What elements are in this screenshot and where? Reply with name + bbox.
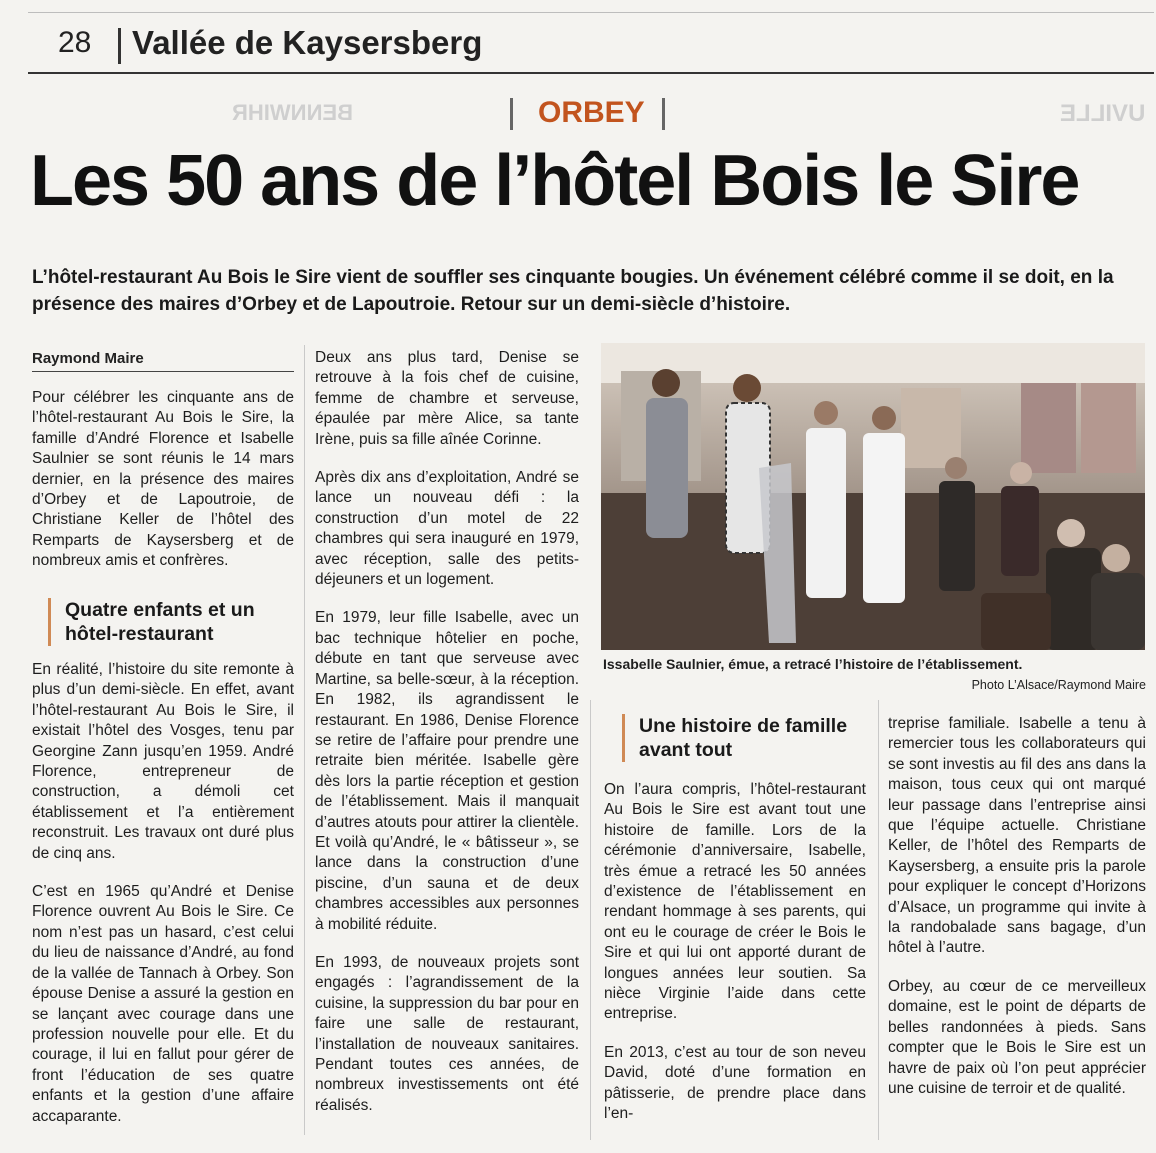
paragraph: En 1993, de nouveaux projets sont engagés : l’agrandissement de la cuisine, la suppression du bar pour en faire une salle de restaurant, l’installation de nouveaux sanitaires. Pendant toutes ces années, de nombreux investissements ont été réalisés. xyxy=(315,953,579,1114)
paragraph: En 2013, c’est au tour de son neveu David, doté d’une formation en pâtisserie, de prendre place dans l’en- xyxy=(604,1043,866,1123)
kicker-bar-right xyxy=(662,98,665,130)
header-separator xyxy=(118,28,121,64)
top-rule xyxy=(28,12,1154,13)
kicker-bar-left xyxy=(510,98,513,130)
paragraph: treprise familiale. Isabelle a tenu à remercier tous les collaborateurs qui se sont investis au fil des ans dans la maison, tous ceux qui ont marqué leur passage dans l’entreprise ainsi que l’équipe actuelle. Christiane Keller, de l’hôtel des Remparts de Kaysersberg, a ensuite pris la parole pour expliquer le concept d’Horizons d’Alsace, un programme qui invite à la randobalade sans bagage, d’un hôtel à l’autre. xyxy=(888,715,1146,957)
subhead-quatre-enfants: Quatre enfants et un hôtel-restaurant xyxy=(48,598,295,646)
column-3 xyxy=(604,780,866,1143)
article-photo xyxy=(601,343,1145,650)
column-4 xyxy=(888,714,1146,1117)
page-number: 28 xyxy=(58,26,92,59)
paragraph: On l’aura compris, l’hôtel-restaurant Au Bois le Sire est avant tout une histoire de famille. Lors de la cérémonie d’anniversaire, Isabelle, très émue a retracé les 50 années d’existence de l’établissement en rendant hommage à ses parents, qui ont eu le courage de créer le Bois le Sire et qui lui ont apporté durant de longues années leur soutien. Sa nièce Virginie l’aide dans cette entreprise. xyxy=(604,781,866,1023)
paragraph: Après dix ans d’exploitation, André se lance un nouveau défi : la construction d’un motel de 22 chambres qui sera inauguré en 1979, avec réception, salle des petits-déjeuners et un logement. xyxy=(315,469,579,589)
paragraph: C’est en 1965 qu’André et Denise Florence ouvrent Au Bois le Sire. Ce nom n’est pas un hasard, c’est celui du lieu de naissance d’André, au fond de la vallée de Tannach à Orbey. Son épouse Denise a assuré la gestion en se lançant avec courage dans une profession nouvelle pour elle. Et du courage, il lui en fallut pour gérer de front l’éducation de ses quatre enfants et la gestion d’une affaire accaparante. xyxy=(32,883,294,1125)
author-byline: Raymond Maire xyxy=(32,350,144,367)
column-divider xyxy=(590,700,591,1140)
ghost-text-right: UVILLE xyxy=(1060,100,1146,127)
paragraph: Deux ans plus tard, Denise se retrouve à la fois chef de cuisine, femme de chambre et serveuse, épaulée par mère Alice, sa tante Irène, puis sa fille aînée Corinne. xyxy=(315,349,579,448)
section-title: Vallée de Kaysersberg xyxy=(132,24,483,61)
column-1-top xyxy=(32,388,294,590)
column-divider xyxy=(304,345,305,1135)
subhead-histoire-famille: Une histoire de famille avant tout xyxy=(622,714,869,762)
paragraph: En 1979, leur fille Isabelle, avec un bac technique hôtelier en poche, débute en tant que serveuse avec Martine, sa belle-sœur, à la réception. En 1982, ils agrandissent le restaurant. En 1986, Denise Florence se retire de l’affaire pour prendre une retraite bien méritée. Isabelle gère dès lors la partie réception et gestion de l’établissement. Mais il manquait d’autres atouts pour attirer la clientèle. Et voilà qu’André, le « bâtisseur », se lance dans la construction d’une piscine, d’un sauna et de deux chambres accessibles aux personnes à mobilité réduite. xyxy=(315,609,579,933)
byline-rule xyxy=(32,371,294,372)
photo-illustration xyxy=(601,343,1145,650)
header-rule xyxy=(28,72,1154,74)
column-2 xyxy=(315,348,579,1134)
paragraph: Orbey, au cœur de ce merveilleux domaine, est le point de départs de belles randonnées à pieds. Sans compter que le Bois le Sire est un havre de paix où l’on peut apprécier une cuisine de terroir et de qualité. xyxy=(888,977,1146,1097)
kicker: ORBEY xyxy=(538,96,645,129)
paragraph: Pour célébrer les cinquante ans de l’hôtel-restaurant Au Bois le Sire, la famille d’André Florence et Isabelle Saulnier se sont réunis le 14 mars dernier, en la présence des maires d’Orbey et de Lapoutroie, de Christiane Keller de l’hôtel des Remparts de Kaysersberg et de nombreux amis et confrères. xyxy=(32,389,294,570)
photo-credit: Photo L’Alsace/Raymond Maire xyxy=(971,678,1146,692)
column-divider xyxy=(878,700,879,1140)
paragraph: En réalité, l’histoire du site remonte à plus d’un demi-siècle. En effet, avant l’hôtel-restaurant Au Bois le Sire, il existait l’hôtel des Vosges, tenu par Georgine Zann jusqu’en 1959. André Florence, entrepreneur de construction, a démoli cet établissement et l’a entièrement reconstruit. Les travaux ont duré plus de cinq ans. xyxy=(32,661,294,862)
ghost-text-left: BENNWIHR xyxy=(232,100,353,125)
headline: Les 50 ans de l’hôtel Bois le Sire xyxy=(30,141,1079,221)
lead-paragraph: L’hôtel-restaurant Au Bois le Sire vient de souffler ses cinquante bougies. Un événement célébré comme il se doit, en la présence des maires d’Orbey et de Lapoutroie. Retour sur un demi-siècle d’histoire. xyxy=(32,267,1114,315)
column-1-bottom xyxy=(32,660,294,1145)
photo-caption: Issabelle Saulnier, émue, a retracé l’histoire de l’établissement. xyxy=(603,656,1023,672)
